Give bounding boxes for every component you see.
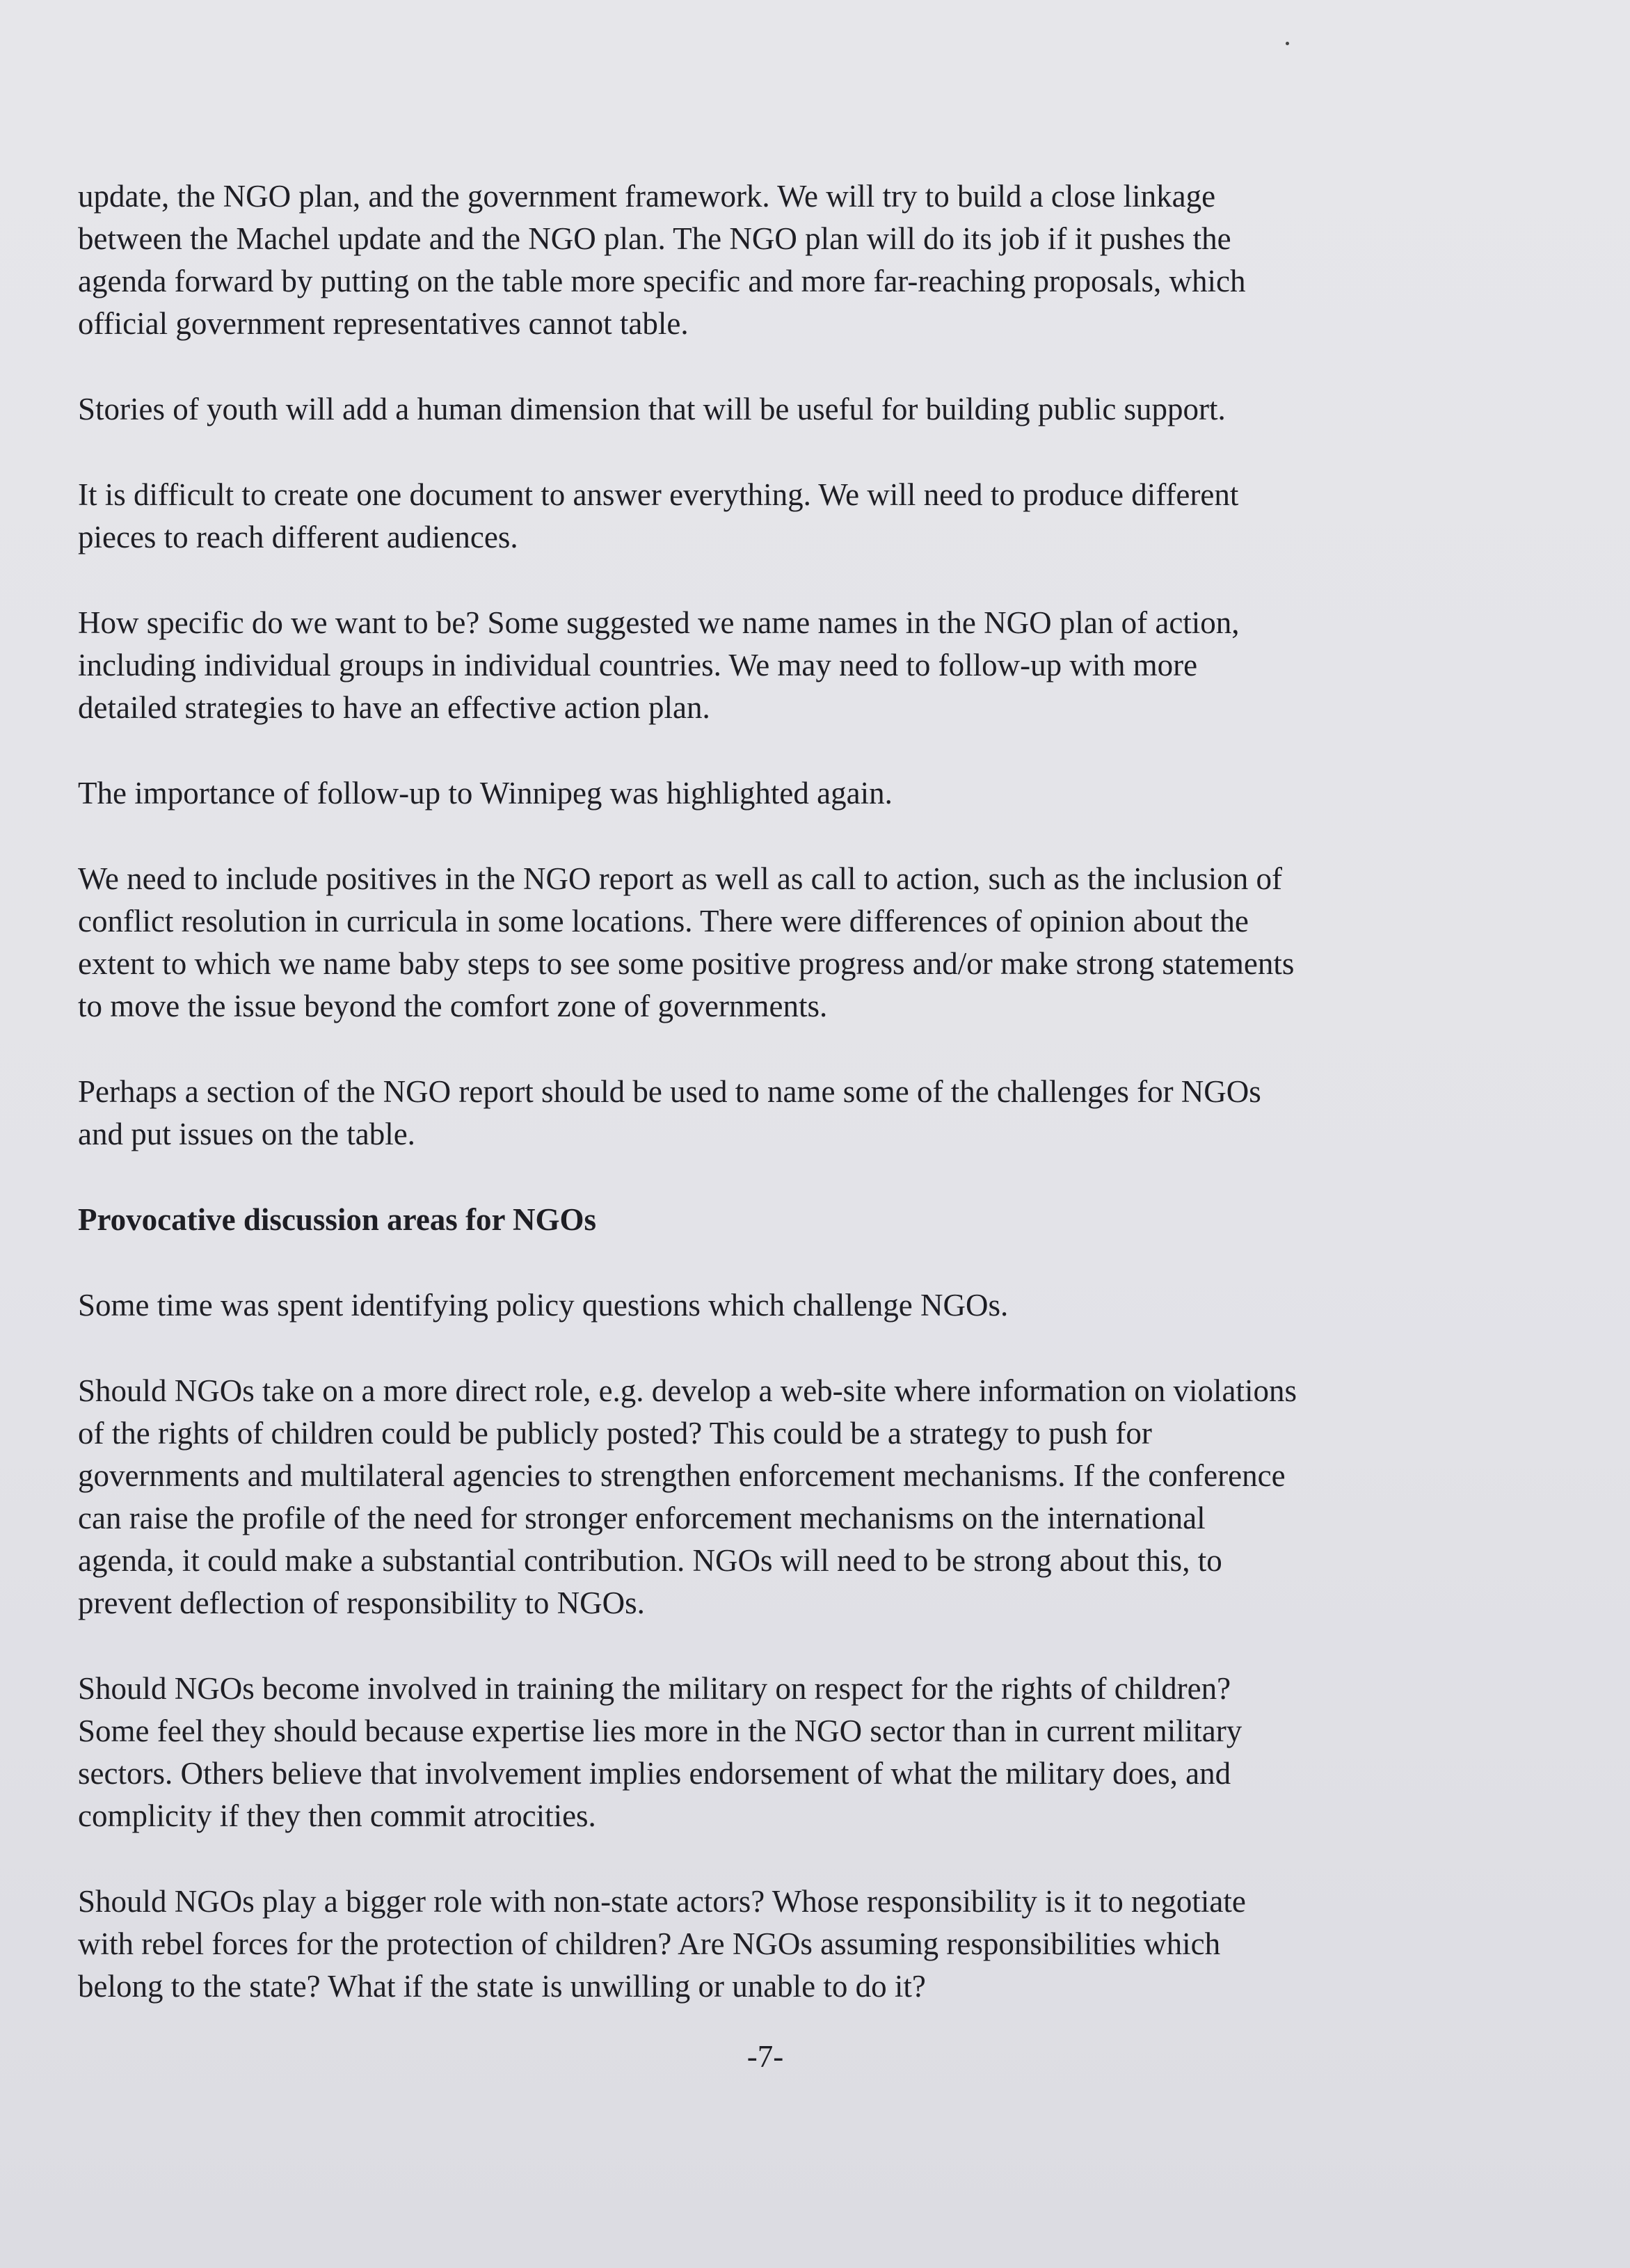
page-number: -7- — [746, 2039, 784, 2074]
paragraph-one-document: It is difficult to create one document to answer everything. We will need to produce different pieces to reach different audiences. — [78, 477, 1239, 554]
page-body — [78, 175, 1455, 2051]
paragraph-training-military: Should NGOs become involved in training the military on respect for the rights of children? Some feel they should because expertise lies more in the NGO sector than in current military sectors. Others believe that involvement implies endorsement of what the military does, and complicity if they then commit atrocities. — [78, 1671, 1243, 1833]
paragraph-ngo-plan-linkage: update, the NGO plan, and the government framework. We will try to build a close linkage between the Machel update and the NGO plan. The NGO plan will do its job if it pushes the agenda forward by putting on the table more specific and more far-reaching proposals, which official government representatives cannot table. — [78, 179, 1246, 341]
paragraph-non-state-actors: Should NGOs play a bigger role with non-state actors? Whose responsibility is it to negotiate with rebel forces for the protection of children? Are NGOs assuming responsibilities which belong to the state? What if the state is unwilling or unable to do it? — [78, 1884, 1246, 2004]
paragraph-direct-role: Should NGOs take on a more direct role, e.g. develop a web-site where information on violations of the rights of children could be publicly posted? This could be a strategy to push for governments and multilateral agencies to strengthen enforcement mechanisms. If the conference can raise the profile of the need for stronger enforcement mechanisms on the international agenda, it could make a substantial contribution. NGOs will need to be strong about this, to prevent deflection of responsibility to NGOs. — [78, 1373, 1297, 1620]
paragraph-how-specific: How specific do we want to be? Some suggested we name names in the NGO plan of action, including individual groups in individual countries. We may need to follow-up with more detailed strategies to have an effective action plan. — [78, 605, 1240, 725]
paragraph-policy-questions: Some time was spent identifying policy questions which challenge NGOs. — [78, 1288, 1009, 1323]
section-heading: Provocative discussion areas for NGOs — [78, 1202, 596, 1237]
paragraph-ngo-challenges: Perhaps a section of the NGO report should be used to name some of the challenges for NGOs and put issues on the table. — [78, 1074, 1261, 1151]
paragraph-stories-of-youth: Stories of youth will add a human dimension that will be useful for building public support. — [78, 392, 1226, 426]
scan-speck — [1286, 42, 1289, 45]
paragraph-follow-up-winnipeg: The importance of follow-up to Winnipeg was highlighted again. — [78, 776, 893, 810]
paragraph-include-positives: We need to include positives in the NGO report as well as call to action, such as the inclusion of conflict resolution in curricula in some locations. There were differences of opinion about the extent to which we name baby steps to see some positive progress and/or make strong statements to move the issue beyond the comfort zone of governments. — [78, 861, 1295, 1023]
